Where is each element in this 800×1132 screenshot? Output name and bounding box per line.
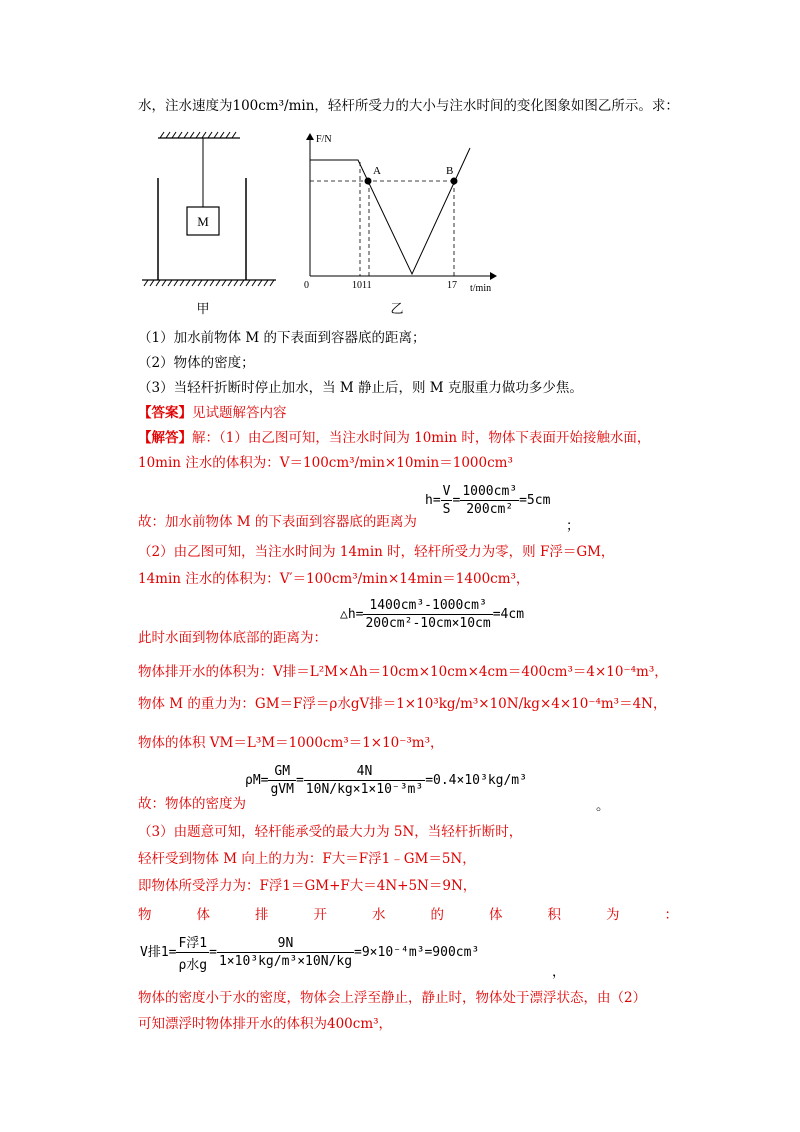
- f3-den-1: gVM: [270, 782, 294, 797]
- f2-frac: [363, 598, 492, 631]
- f1-frac-1: [441, 484, 453, 517]
- analysis-tag: 【解答】: [138, 430, 192, 446]
- analysis-line-15: 物体的密度小于水的密度，物体会上浮至静止，静止时，物体处于漂浮状态，由（2）: [138, 990, 647, 1006]
- question-3: （3）当轻杆折断时停止加水，当 M 静止后，则 M 克服重力做功多少焦。: [138, 380, 583, 396]
- f4-frac-2: [217, 936, 354, 969]
- y-axis-label: F/N: [316, 134, 332, 145]
- l14-char-0: 物: [138, 907, 152, 923]
- f3-eq: =: [295, 773, 304, 788]
- f1-frac-2: [460, 484, 519, 517]
- tick-label-17: 17: [447, 280, 457, 291]
- f2-result: =4cm: [492, 607, 525, 622]
- analysis-line-3: 故：加水前物体 M 的下表面到容器底的距离为: [138, 514, 417, 530]
- f4-result: =9×10⁻⁴m³=900cm³: [354, 945, 480, 960]
- f2-num: 1400cm³-1000cm³: [369, 598, 487, 613]
- f4-eq: =: [209, 945, 217, 960]
- analysis-line-2: 10min 注水的体积为：V＝100cm³/min×10min＝1000cm³: [138, 455, 513, 471]
- x-axis-label: t/min: [470, 283, 492, 294]
- intro-text: 水，注水速度为100cm³/min，轻杆所受力的大小与注水时间的变化图象如图乙所示。求：: [138, 98, 679, 114]
- f4-den-1: ρ水g: [176, 952, 209, 973]
- l14-char-4: 水: [372, 907, 386, 923]
- formula-density: [245, 764, 527, 797]
- f3-frac-1: [268, 764, 295, 797]
- f4-frac-1: [176, 932, 209, 973]
- f1-num-2: 1000cm³: [462, 484, 518, 499]
- analysis-line-6: 此时水面到物体底部的距离为：: [138, 630, 327, 646]
- l14-char-1: 体: [196, 907, 210, 923]
- point-a-dot: [365, 178, 372, 185]
- l14-char-2: 排: [255, 907, 269, 923]
- l14-char-9: ：: [664, 907, 678, 923]
- analysis-line-4: （2）由乙图可知，当注水时间为 14min 时，轻杆所受力为零，则 F浮＝GM，: [138, 544, 615, 560]
- f4-num-2: 9N: [277, 936, 294, 951]
- f1-num-1: V: [442, 484, 451, 499]
- analysis-line-7: 物体排开水的体积为：V排＝L²M×Δh＝10cm×10cm×4cm＝400cm³＝4×10⁻⁴m³，: [138, 664, 668, 680]
- analysis-text-1: 解：（1）由乙图可知，当注水时间为 10min 时，物体下表面开始接触水面，: [192, 430, 651, 446]
- f3-tail: 。: [596, 798, 610, 814]
- f1-lhs: h=: [425, 493, 441, 508]
- l14-char-7: 积: [547, 907, 561, 923]
- formula-v-displaced: [140, 932, 479, 973]
- analysis-line-8: 物体 M 的重力为：GM＝F浮＝ρ水gV排＝1×10³kg/m³×10N/kg×4×10⁻⁴m³＝4N，: [138, 696, 667, 712]
- f2-den: 200cm²-10cm×10cm: [365, 616, 491, 631]
- l14-char-6: 体: [489, 907, 503, 923]
- question-1: （1）加水前物体 M 的下表面到容器底的距离；: [138, 330, 426, 346]
- point-b-label: B: [446, 165, 454, 177]
- analysis-line-11: （3）由题意可知，轻杆能承受的最大力为 5N，当轻杆折断时，: [138, 824, 523, 840]
- figure-yi-caption: 乙: [390, 301, 404, 316]
- f3-den-2: 10N/kg×1×10⁻³m³: [305, 782, 424, 797]
- answer-text: 见试题解答内容: [192, 405, 287, 421]
- f1-den-1: S: [442, 502, 451, 517]
- l14-char-3: 开: [313, 907, 327, 923]
- object-m-label: M: [197, 214, 209, 229]
- ceiling-hatch: [160, 132, 236, 138]
- analysis-line-10: 故：物体的密度为: [138, 796, 246, 812]
- analysis-line-5: 14min 注水的体积为：V′＝100cm³/min×14min＝1400cm³，: [138, 571, 530, 587]
- tick-label-11: 11: [362, 280, 372, 291]
- figure-jia: [140, 128, 290, 323]
- point-b-dot: [451, 178, 458, 185]
- answer-line: [138, 403, 287, 423]
- tick-label-10: 10: [352, 280, 362, 291]
- origin-label: 0: [304, 280, 309, 291]
- analysis-line-16: 可知漂浮时物体排开水的体积为400cm³，: [138, 1016, 393, 1032]
- analysis-line-1: [138, 428, 650, 448]
- f1-eq: =: [452, 493, 461, 508]
- ground-hatch: [144, 280, 274, 286]
- analysis-line-13: 即物体所受浮力为：F浮1＝GM+F大＝4N+5N＝9N，: [138, 878, 477, 894]
- l14-char-5: 的: [430, 907, 444, 923]
- l14-char-8: 为: [606, 907, 620, 923]
- f4-den-2: 1×10³kg/m³×10N/kg: [218, 954, 353, 969]
- formula-depth: [425, 484, 550, 517]
- figure-jia-caption: 甲: [196, 301, 210, 316]
- answer-tag: 【答案】: [138, 405, 192, 421]
- point-a-label: A: [373, 165, 381, 177]
- f3-frac-2: [304, 764, 425, 797]
- analysis-line-14: [138, 905, 678, 925]
- formula-delta-h: [340, 598, 524, 631]
- analysis-line-12: 轻杆受到物体 M 向上的力为：F大＝F浮1﹣GM＝5N，: [138, 851, 476, 867]
- f4-lhs: V排1=: [140, 945, 177, 960]
- analysis-line-9: 物体的体积 VM＝L³M＝1000cm³＝1×10⁻³m³，: [138, 735, 444, 751]
- f3-lhs: ρM=: [245, 773, 269, 788]
- f3-num-1: GM: [274, 764, 291, 779]
- f2-lhs: △h=: [340, 607, 364, 622]
- f3-num-2: 4N: [356, 764, 373, 779]
- f1-result: =5cm: [519, 493, 551, 508]
- f1-den-2: 200cm²: [460, 500, 519, 517]
- f3-result: =0.4×10³kg/m³: [425, 773, 527, 788]
- f1-tail: ；: [566, 518, 580, 534]
- figure-yi-graph: [300, 128, 510, 328]
- f4-tail: ，: [552, 964, 566, 980]
- f4-num-1: F浮1: [178, 936, 208, 951]
- question-2: （2）物体的密度；: [138, 355, 255, 371]
